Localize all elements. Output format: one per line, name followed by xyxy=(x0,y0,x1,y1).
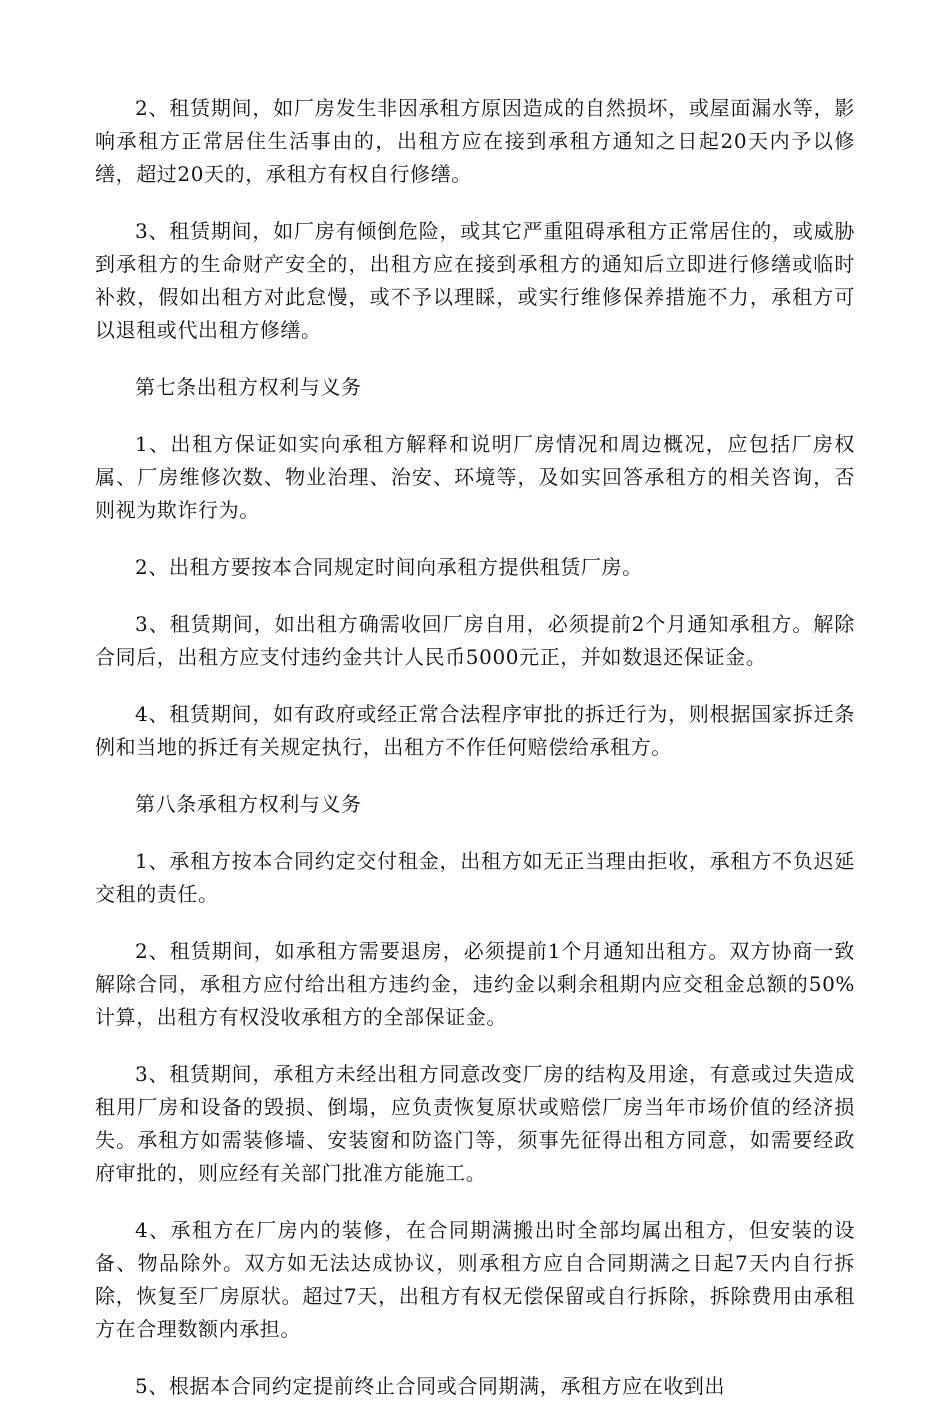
clause-6-item-2: 2、租赁期间，如厂房发生非因承租方原因造成的自然损坏，或屋面漏水等，影响承租方正常居住生活事由的，出租方应在接到承租方通知之日起20天内予以修缮，超过20天的，承租方有权自行修缮。 xyxy=(95,96,855,186)
article-7-item-4: 4、租赁期间，如有政府或经正常合法程序审批的拆迁行为，则根据国家拆迁条例和当地的拆迁有关规定执行，出租方不作任何赔偿给承租方。 xyxy=(95,702,855,759)
article-7-heading: 第七条出租方权利与义务 xyxy=(135,375,362,399)
article-8-item-3: 3、租赁期间，承租方未经出租方同意改变厂房的结构及用途，有意或过失造成租用厂房和设备的毁损、倒塌，应负责恢复原状或赔偿厂房当年市场价值的经济损失。承租方如需装修墙、安装窗和防盗门等，须事先征得出租方同意，如需要经政府审批的，则应经有关部门批准方能施工。 xyxy=(95,1062,855,1185)
article-8-heading: 第八条承租方权利与义务 xyxy=(135,792,362,816)
article-8-item-2: 2、租赁期间，如承租方需要退房，必须提前1个月通知出租方。双方协商一致解除合同，承租方应付给出租方违约金，违约金以剩余租期内应交租金总额的50%计算，出租方有权没收承租方的全部保证金。 xyxy=(95,939,855,1029)
article-8-item-1: 1、承租方按本合同约定交付租金，出租方如无正当理由拒收，承租方不负迟延交租的责任。 xyxy=(95,849,855,906)
article-8-item-4: 4、承租方在厂房内的装修，在合同期满搬出时全部均属出租方，但安装的设备、物品除外。双方如无法达成协议，则承租方应自合同期满之日起7天内自行拆除，恢复至厂房原状。超过7天，出租方有权无偿保留或自行拆除，拆除费用由承租方在合理数额内承担。 xyxy=(95,1218,855,1341)
article-7-item-1: 1、出租方保证如实向承租方解释和说明厂房情况和周边概况，应包括厂房权属、厂房维修次数、物业治理、治安、环境等，及如实回答承租方的相关咨询，否则视为欺诈行为。 xyxy=(95,432,855,522)
article-8-item-5: 5、根据本合同约定提前终止合同或合同期满，承租方应在收到出 xyxy=(135,1374,726,1398)
clause-6-item-3: 3、租赁期间，如厂房有倾倒危险，或其它严重阻碍承租方正常居住的，或威胁到承租方的生命财产安全的，出租方应在接到承租方的通知后立即进行修缮或临时补救，假如出租方对此怠慢，或不予以理睬，或实行维修保养措施不力，承租方可以退租或代出租方修缮。 xyxy=(95,219,855,342)
document-body xyxy=(95,92,855,1427)
article-7-item-2: 2、出租方要按本合同规定时间向承租方提供租赁厂房。 xyxy=(135,555,643,579)
article-7-item-3: 3、租赁期间，如出租方确需收回厂房自用，必须提前2个月通知承租方。解除合同后，出租方应支付违约金共计人民币5000元正，并如数退还保证金。 xyxy=(95,612,855,669)
